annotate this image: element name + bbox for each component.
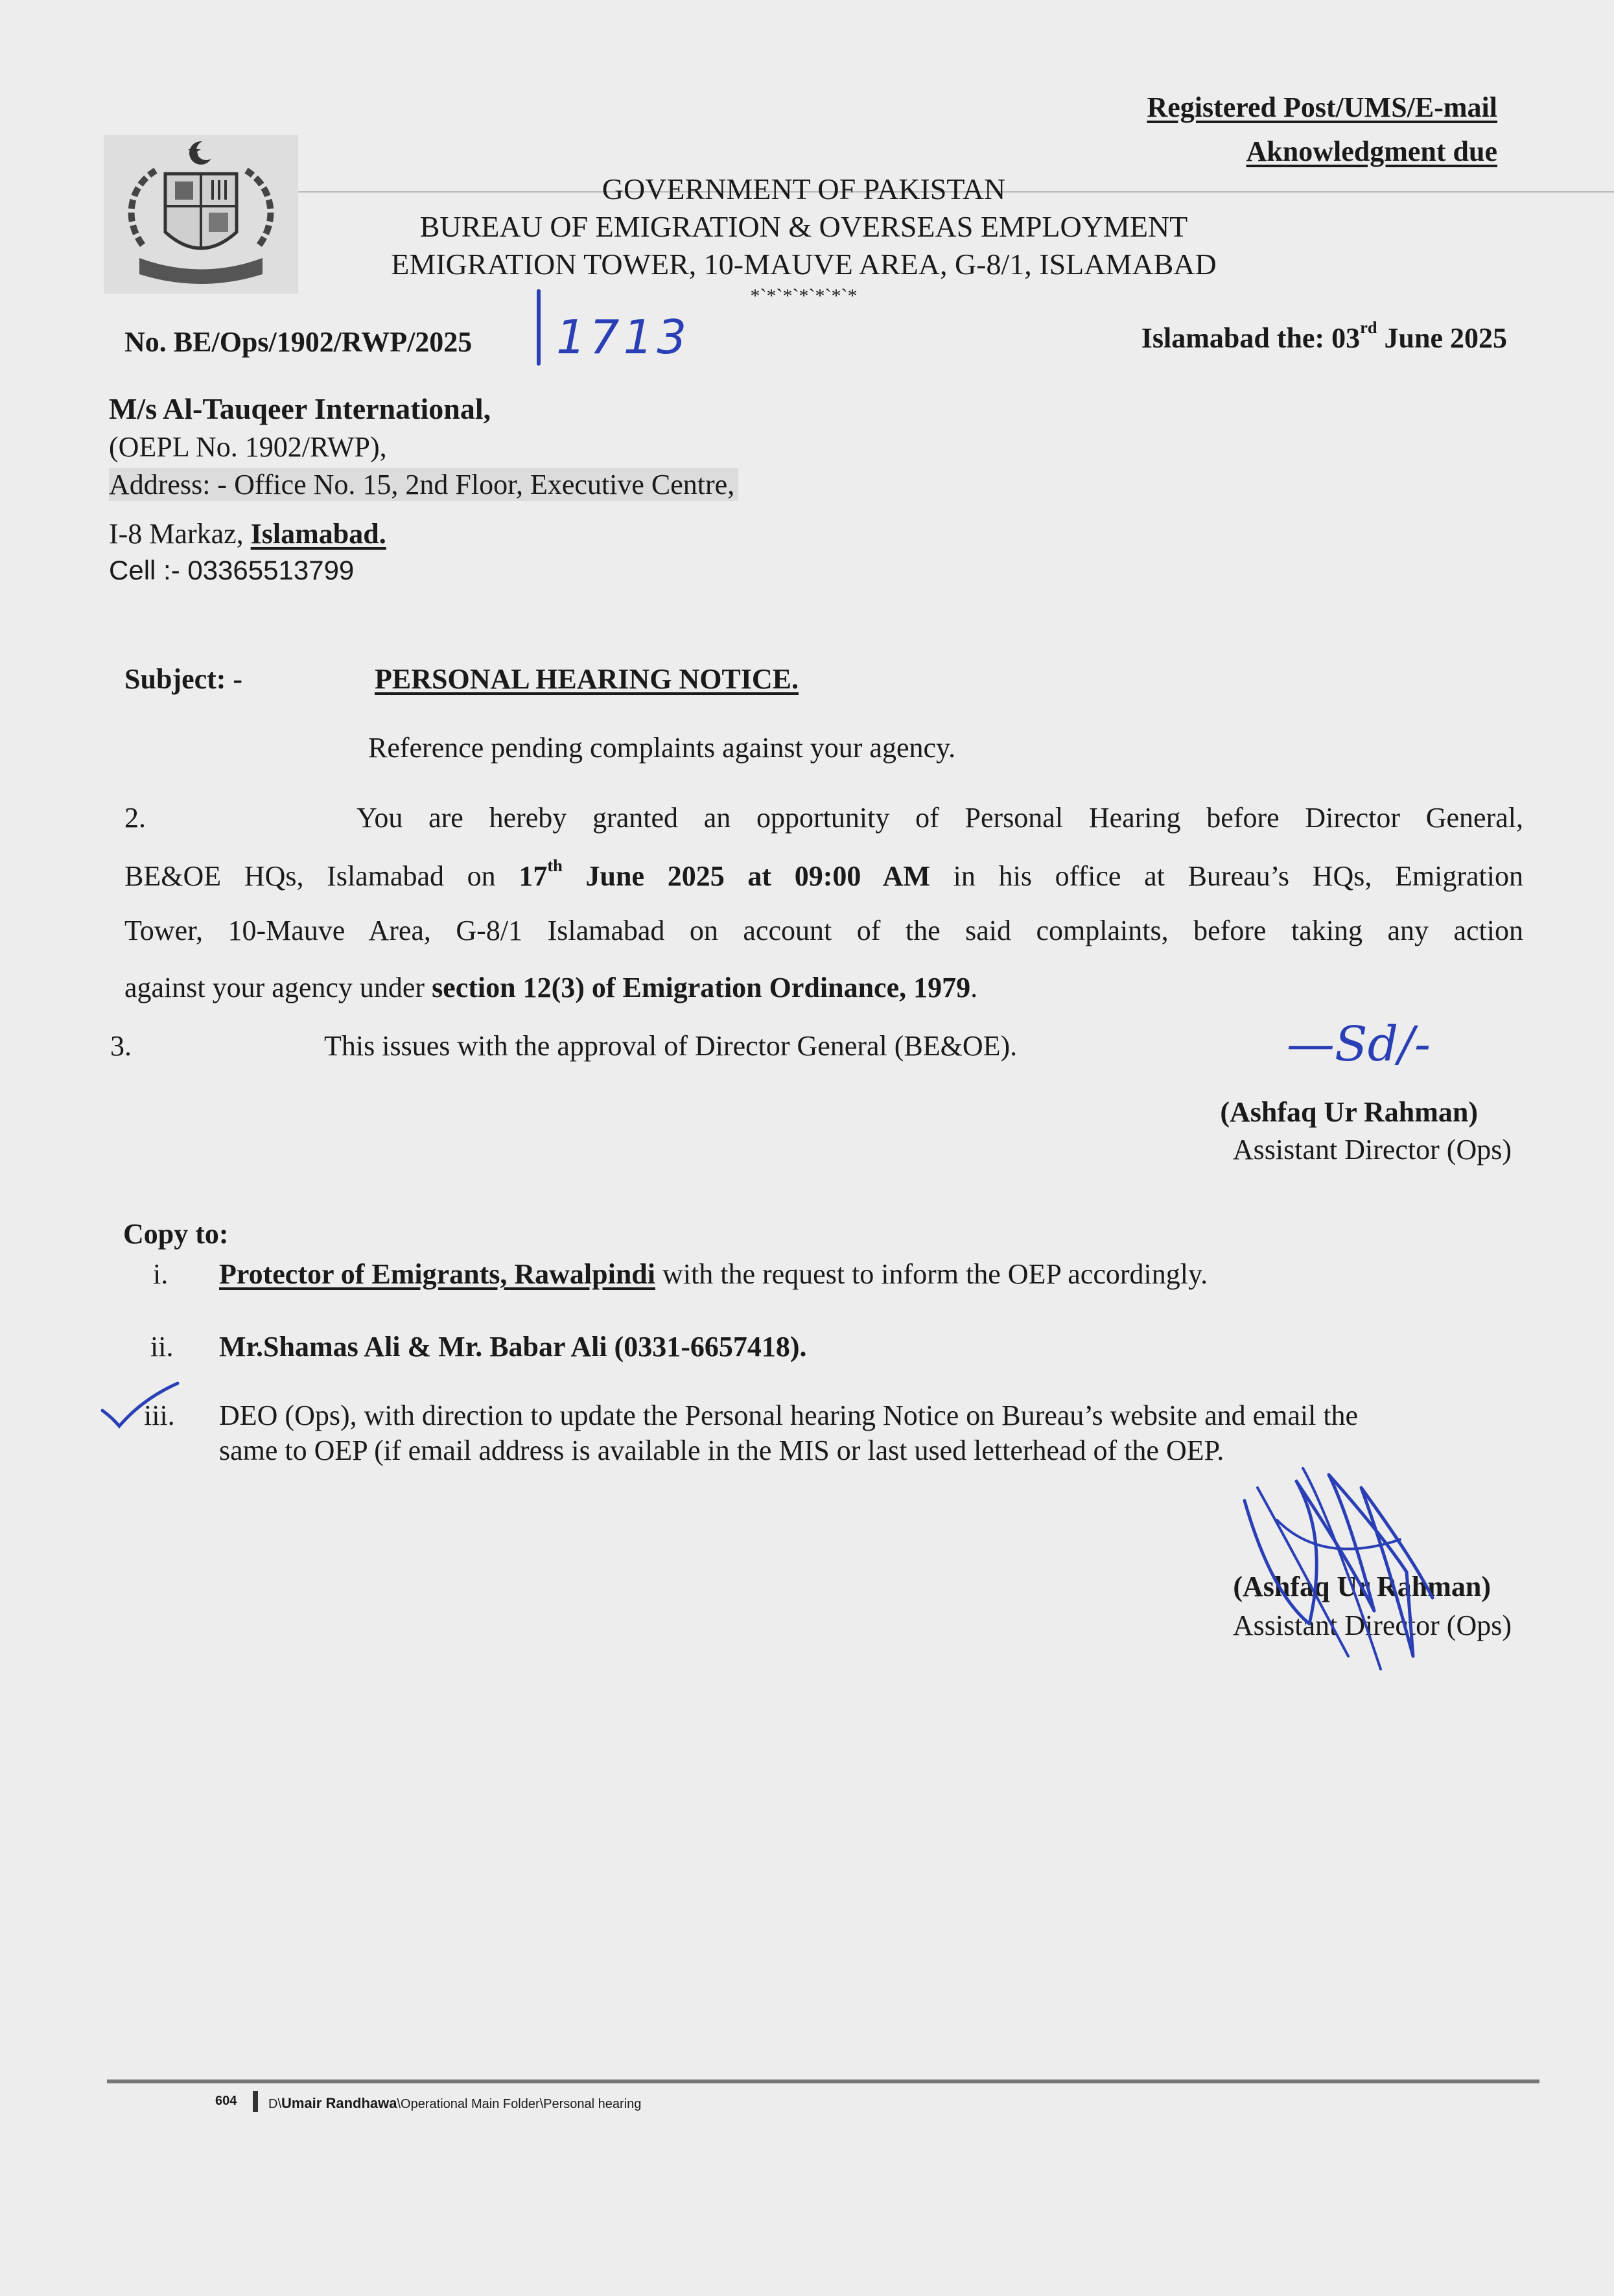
copy-item-2: Mr.Shamas Ali & Mr. Babar Ali (0331-6657418). (219, 1331, 807, 1363)
para-2-line-2: BE&OE HQs, Islamabad on 17th June 2025 at 09:00 AM in his office at Bureau’s HQs, Emigration (124, 855, 1524, 892)
copy-item-1: Protector of Emigrants, Rawalpindi with the request to inform the OEP accordingly. (219, 1258, 1208, 1290)
handwritten-dispatch-number: 1713 (556, 310, 691, 364)
copy-item-3-line-1: DEO (Ops), with direction to update the Personal hearing Notice on Bureau’s website and email the (219, 1400, 1359, 1431)
header-line-1: GOVERNMENT OF PAKISTAN (602, 172, 1006, 205)
signatory-name-1: (Ashfaq Ur Rahman) (1220, 1096, 1478, 1128)
para-2-line-4: against your agency under section 12(3) of Emigration Ordinance, 1979. (124, 972, 978, 1003)
para-2-line-1: You are hereby granted an opportunity of Personal Hearing before Director General, (357, 802, 1523, 834)
reference-number: No. BE/Ops/1902/RWP/2025 (124, 326, 473, 358)
reference-line: Reference pending complaints against your agency. (368, 732, 956, 764)
handwritten-bar (537, 289, 541, 366)
subject-title: PERSONAL HEARING NOTICE. (375, 663, 799, 695)
letter-date: Islamabad the: 03rd June 2025 (1141, 317, 1507, 354)
header-line-2: BUREAU OF EMIGRATION & OVERSEAS EMPLOYMENT (419, 210, 1188, 243)
addressee-address-2: I-8 Markaz, Islamabad. (109, 518, 386, 550)
copy-item-3-line-2: same to OEP (if email address is available in the MIS or last used letterhead of the OEP. (219, 1435, 1224, 1466)
header-stars: *`*`*`*`*`*`* (750, 285, 858, 307)
sd-initials: —Sd/- (1287, 1016, 1431, 1072)
acknowledgment-label: Aknowledgment due (1246, 135, 1497, 167)
copy-item-2-number: ii. (150, 1331, 174, 1363)
government-emblem (104, 135, 298, 294)
addressee-oepl: (OEPL No. 1902/RWP), (109, 431, 387, 463)
subject-label: Subject: - (124, 663, 243, 695)
signatory-designation-2: Assistant Director (Ops) (1232, 1610, 1512, 1641)
copy-item-3-number: iii. (144, 1400, 175, 1431)
signatory-name-2: (Ashfaq Ur Rahman) (1233, 1571, 1491, 1602)
footer-path: D\Umair Randhawa\Operational Main Folder\Personal hearing (268, 2095, 642, 2111)
signatory-designation-1: Assistant Director (Ops) (1232, 1134, 1512, 1166)
para-3-number: 3. (110, 1030, 132, 1062)
copy-item-1-number: i. (153, 1258, 169, 1290)
copy-to-label: Copy to: (123, 1218, 229, 1250)
registered-post-label: Registered Post/UMS/E-mail (1147, 91, 1497, 123)
para-2-line-3: Tower, 10-Mauve Area, G-8/1 Islamabad on account of the said complaints, before taking any action (124, 915, 1523, 946)
header-line-3: EMIGRATION TOWER, 10-MAUVE AREA, G-8/1, ISLAMABAD (391, 248, 1217, 281)
addressee-address-1: Address: - Office No. 15, 2nd Floor, Executive Centre, (109, 468, 738, 501)
addressee-city: Islamabad. (250, 518, 386, 550)
footer-number: 604 (215, 2094, 237, 2108)
para-3-text: This issues with the approval of Director General (BE&OE). (324, 1030, 1018, 1062)
addressee-name: M/s Al-Tauqeer International, (109, 392, 491, 425)
handwritten-signature (1219, 1462, 1465, 1676)
addressee-cell: Cell :- 03365513799 (109, 555, 355, 585)
para-2-number: 2. (124, 802, 146, 834)
footer-divider (253, 2091, 258, 2112)
footer-rule (107, 2079, 1539, 2083)
